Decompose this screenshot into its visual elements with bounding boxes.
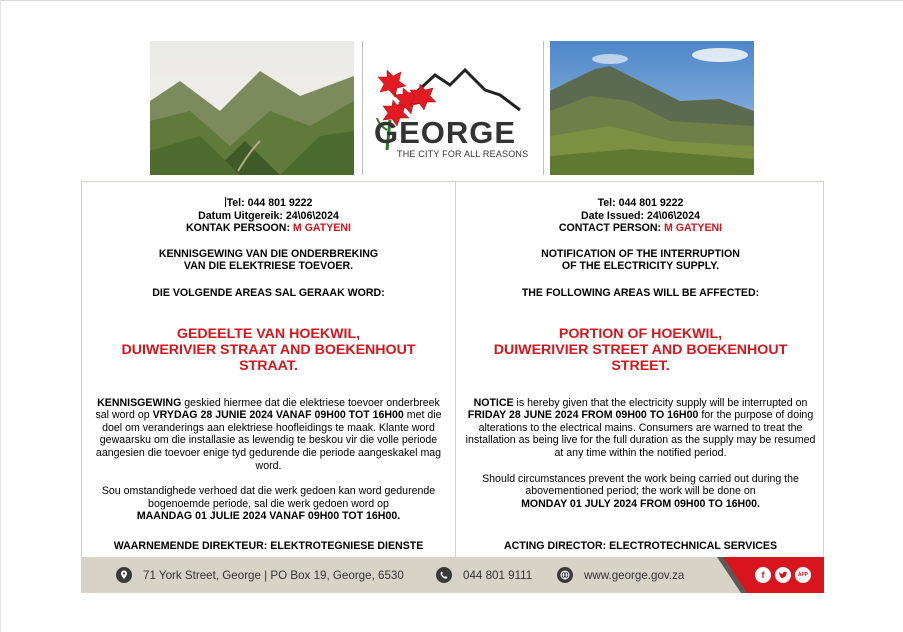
contact-name: M GATYENI (292, 222, 351, 235)
notice-text: for the purpose of doing alterations to the electrical mains. Consumers are warned to treat the installation as being live for the full duration as the supply may be resumed at any time within the notified period. (465, 409, 816, 459)
contact-line (92, 222, 445, 235)
alternative-text: Sou omstandighede verhoed dat die werk gedoen kan word gedurende bogenoemde periode, sal die werk gedoen word op (101, 485, 436, 510)
notice-text: geskied hiermee dat die elektriese toevoer onderbreek sal word op (95, 396, 440, 422)
area-line: STREET. (611, 357, 670, 374)
notice-text: met die doel om veranderings aan elektriese hoofleidings te maak. Klante word gewaarsku om die installasie as lewendig te beskou vir die volle periode aangesien die toevoer enige tyd gedurende die periode aangeskakel mag word. (95, 409, 442, 472)
logo-tagline: THE CITY FOR ALL REASONS (397, 149, 529, 159)
affected-heading: DIE VOLGENDE AREAS SAL GERAAK WORD: (152, 286, 385, 299)
interruption-time: FRIDAY 28 JUNE 2024 FROM 09H00 TO 16H00 (467, 409, 699, 422)
phone-icon (436, 567, 452, 583)
english-notice (456, 182, 825, 558)
area-line: DUIWERIVIER STRAAT AND BOEKENHOUT (121, 341, 416, 358)
tel-text: Tel: 044 801 9222 (226, 197, 313, 209)
location-pin-icon (116, 567, 132, 583)
logo-name: GEORGE (374, 115, 517, 150)
header-divider-left (362, 41, 363, 175)
app-icon[interactable]: APP (795, 567, 811, 583)
affected-area (464, 326, 817, 374)
notice-paragraph (464, 397, 817, 460)
alternative-paragraph (464, 473, 817, 511)
area-line: DUIWERIVIER STREET AND BOEKENHOUT (493, 341, 788, 358)
affected-area (92, 326, 445, 374)
tel-line: Tel: 044 801 9222 (597, 197, 684, 209)
notice-text: is hereby given that the electricity supply will be interrupted on (513, 396, 808, 409)
alternative-date: MAANDAG 01 JULIE 2024 VANAF 09H00 TOT 16H00. (136, 510, 401, 523)
alternative-date: MONDAY 01 JULY 2024 FROM 09H00 TO 16H00. (521, 497, 760, 510)
area-line: GEDEELTE VAN HOEKWIL, (176, 325, 361, 342)
signature: WAARNEMENDE DIREKTEUR: ELEKTROTEGNIESE DIENSTE (113, 540, 424, 552)
contact-details (464, 197, 817, 235)
signature: ACTING DIRECTOR: ELECTROTECHNICAL SERVICES (503, 540, 778, 552)
contact-name: M GATYENI (664, 222, 723, 235)
header-divider-right (543, 41, 544, 175)
footer-website[interactable] (557, 557, 684, 593)
notice-lead: KENNISGEWING (97, 396, 182, 409)
notification-line: NOTIFICATION OF THE INTERRUPTION (541, 247, 740, 260)
alternative-paragraph (92, 485, 445, 523)
address-text: 71 York Street, George | PO Box 19, George, 6530 (143, 568, 404, 582)
alternative-text: Should circumstances prevent the work being carried out during the abovementioned period; the work will be done on (482, 472, 799, 498)
globe-icon (557, 567, 573, 583)
contact-line (464, 222, 817, 235)
notification-line: KENNISGEWING VAN DIE ONDERBREKING (158, 247, 379, 260)
notice-paragraph (92, 397, 445, 473)
notification-heading (464, 248, 817, 273)
date-issued: Datum Uitgereik: 24\06\2024 (198, 209, 339, 222)
contact-label: KONTAK PERSOON: (186, 222, 293, 235)
text-cursor (225, 197, 226, 207)
notification-line: VAN DIE ELEKTRIESE TOEVOER. (183, 260, 354, 273)
twitter-icon[interactable] (775, 567, 791, 583)
affected-heading: THE FOLLOWING AREAS WILL BE AFFECTED: (521, 286, 760, 299)
afrikaans-notice (82, 182, 455, 558)
area-line: PORTION OF HOEKWIL, (558, 325, 723, 342)
footer-phone[interactable] (436, 557, 532, 593)
tel-line (92, 197, 445, 210)
footer-address (116, 557, 404, 593)
phone-text: 044 801 9111 (463, 568, 533, 582)
notification-heading (92, 248, 445, 273)
mountain-pass-photo (150, 41, 354, 175)
mountain-peak-photo (550, 41, 754, 175)
notice-lead: NOTICE (473, 396, 514, 409)
notification-line: OF THE ELECTRICITY SUPPLY. (561, 260, 720, 273)
website-link[interactable]: www.george.gov.za (584, 568, 685, 582)
interruption-time: VRYDAG 28 JUNIE 2024 VANAF 09H00 TOT 16H00 (152, 409, 404, 422)
date-issued: Date Issued: 24\06\2024 (581, 209, 700, 222)
facebook-icon[interactable]: f (755, 567, 771, 583)
contact-label: CONTACT PERSON: (558, 222, 665, 235)
footer-bar (81, 557, 824, 593)
contact-details (92, 197, 445, 235)
notice-columns (81, 181, 824, 557)
area-line: STRAAT. (239, 357, 298, 374)
